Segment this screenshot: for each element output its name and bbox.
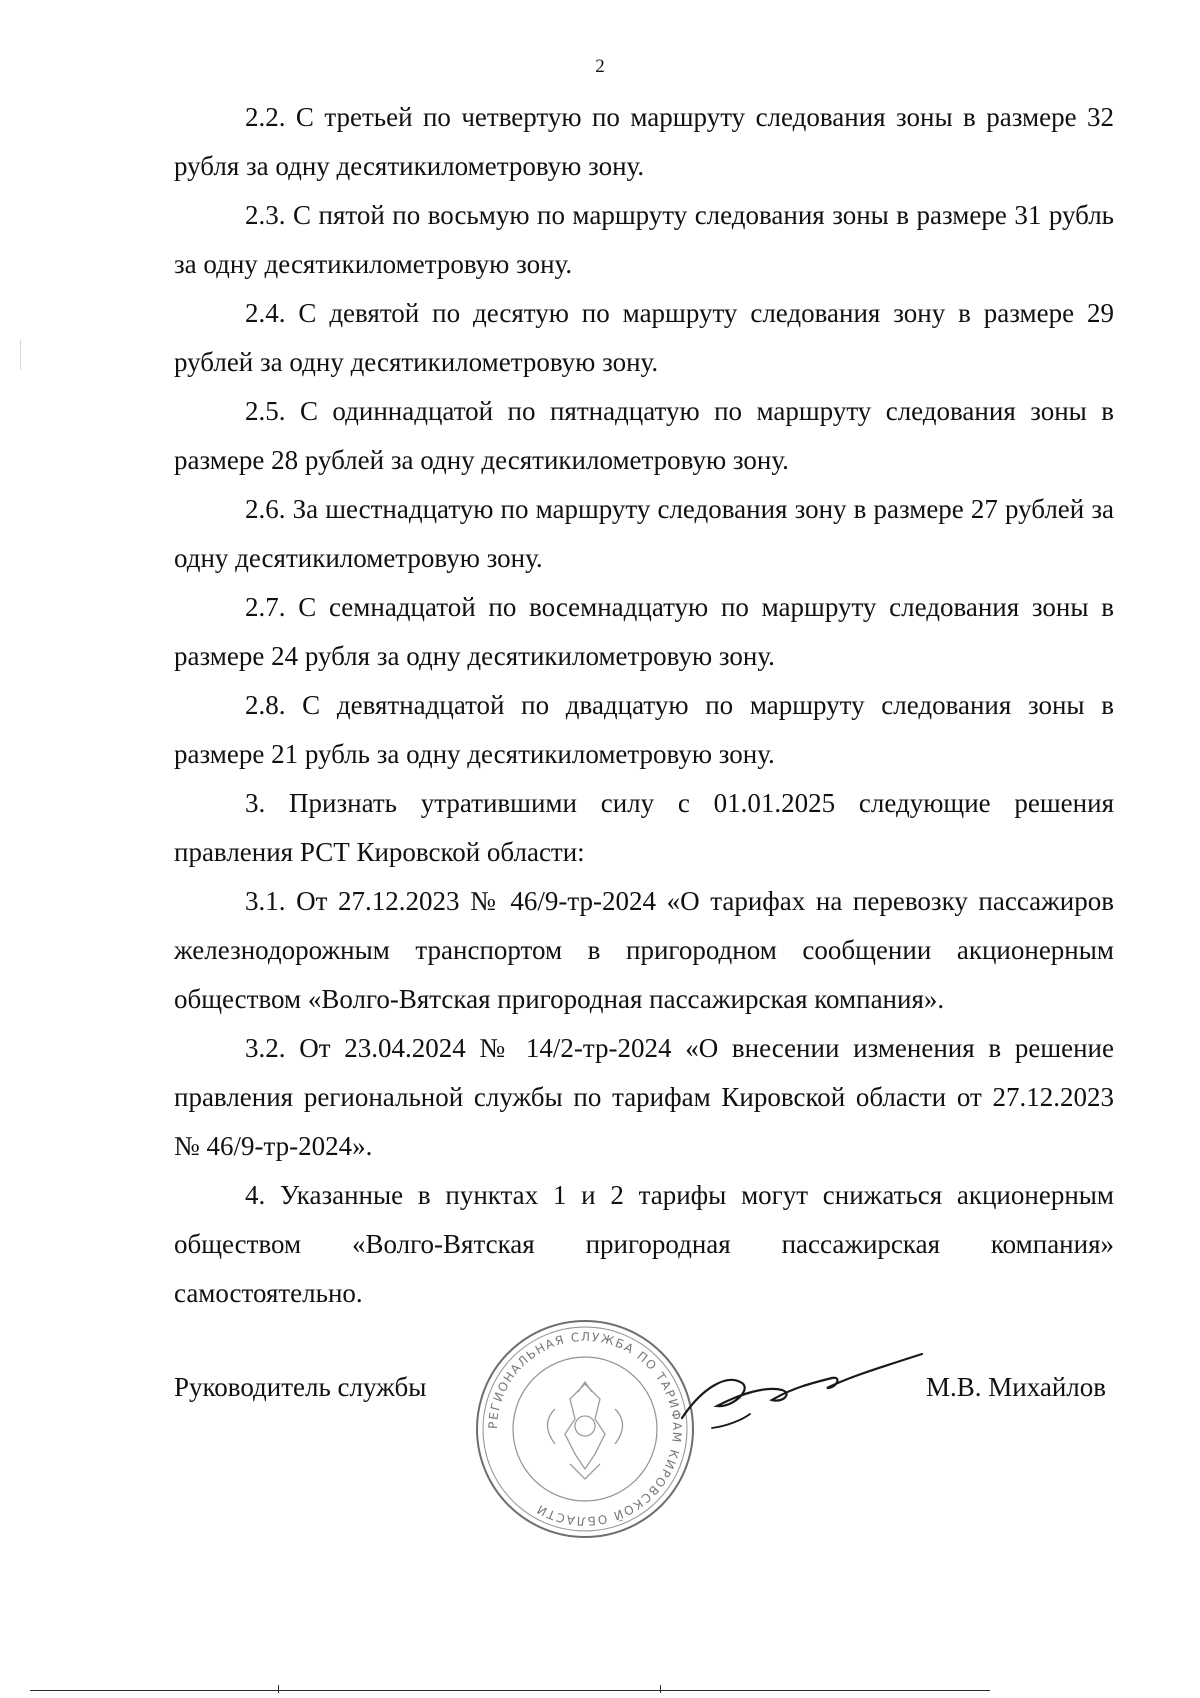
stamp-arc-text: РЕГИОНАЛЬНАЯ СЛУЖБА ПО ТАРИФАМ КИРОВСКОЙ ОБЛАСТИ xyxy=(485,1329,685,1529)
official-stamp-seal xyxy=(470,1314,700,1544)
paragraph-2-8: 2.8. С девятнадцатой по двадцатую по маршруту следования зоны в размере 21 рубль за одну десятикилометровую зону. xyxy=(174,690,1114,769)
paragraph-2-7: 2.7. С семнадцатой по восемнадцатую по маршруту следования зоны в размере 24 рубля за одну десятикилометровую зону. xyxy=(174,592,1114,671)
bottom-scan-line xyxy=(30,1690,990,1691)
handwritten-signature xyxy=(672,1348,932,1438)
svg-text:РЕГИОНАЛЬНАЯ СЛУЖБА ПО ТАРИФАМ xyxy=(486,1330,684,1528)
document-body xyxy=(174,93,1114,1318)
paragraph-2-4: 2.4. С девятой по десятую по маршруту следования зону в размере 29 рублей за одну десятикилометровую зону. xyxy=(174,298,1114,377)
page-number: 2 xyxy=(595,56,605,77)
paragraph-3-2: 3.2. От 23.04.2024 № 14/2-тр-2024 «О внесении изменения в решение правления региональной службы по тарифам Кировской области от 27.12.2023 № 46/9-тр-2024». xyxy=(174,1033,1114,1161)
scan-edge-mark xyxy=(20,340,21,370)
paragraph-2-3: 2.3. С пятой по восьмую по маршруту следования зоны в размере 31 рубль за одну десятикилометровую зону. xyxy=(174,200,1114,279)
paragraph-4: 4. Указанные в пунктах 1 и 2 тарифы могут снижаться акционерным обществом «Волго-Вятская пригородная пассажирская компания» самостоятельно. xyxy=(174,1180,1114,1308)
paragraph-2-2: 2.2. С третьей по четвертую по маршруту следования зоны в размере 32 рубля за одну десятикилометровую зону. xyxy=(174,102,1114,181)
paragraph-2-6: 2.6. За шестнадцатую по маршруту следования зону в размере 27 рублей за одну десятикилометровую зону. xyxy=(174,494,1114,573)
paragraph-2-5: 2.5. С одиннадцатой по пятнадцатую по маршруту следования зоны в размере 28 рублей за одну десятикилометровую зону. xyxy=(174,396,1114,475)
signature-block xyxy=(174,1320,1114,1529)
paragraph-3-1: 3.1. От 27.12.2023 № 46/9-тр-2024 «О тарифах на перевозку пассажиров железнодорожным транспортом в пригородном сообщении акционерным обществом «Волго-Вятская пригородная пассажирская компания». xyxy=(174,886,1114,1014)
signer-name: М.В. Михайлов xyxy=(925,1372,1106,1402)
paragraph-3: 3. Признать утратившими силу с 01.01.2025 следующие решения правления РСТ Кировской области: xyxy=(174,788,1114,867)
bottom-scan-tick xyxy=(660,1685,661,1693)
bottom-scan-tick xyxy=(278,1685,279,1693)
signer-title: Руководитель службы xyxy=(174,1372,427,1402)
